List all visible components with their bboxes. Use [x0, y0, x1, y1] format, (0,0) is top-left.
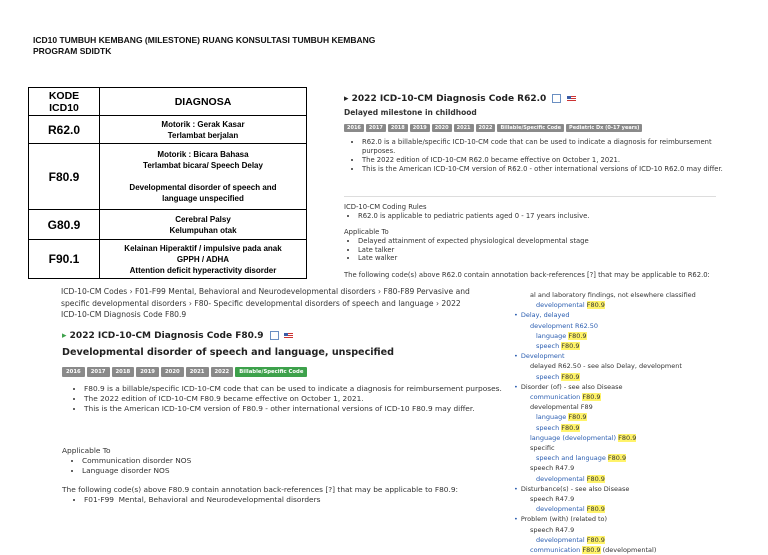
year-badge[interactable]: Billable/Specific Code	[497, 124, 564, 132]
code-highlight[interactable]: F80.9	[561, 342, 580, 351]
applicable-label: Applicable To	[344, 228, 389, 236]
index-entry[interactable]: development R62.50	[530, 321, 599, 330]
diagnosis-description	[100, 116, 307, 144]
f809-title-text: 2022 ICD-10-CM Diagnosis Code F80.9	[69, 331, 264, 341]
year-badge[interactable]: 2018	[388, 124, 408, 132]
r62-coding-rules	[344, 203, 714, 221]
diagnosis-table	[28, 87, 307, 279]
r62-badges	[344, 124, 642, 132]
applicable-list	[344, 237, 714, 263]
code-highlight[interactable]: F80.9	[586, 535, 605, 544]
year-badge[interactable]: 2017	[366, 124, 386, 132]
backref-item[interactable]: • F01-F99 Mental, Behavioral and Neurodevelopmental disorders	[84, 495, 320, 505]
description-line: Motorik : Gerak Kasar	[161, 119, 245, 129]
r62-backref: The following code(s) above R62.0 contain annotation back-references [?] that may be applicable to R62.0:	[344, 271, 710, 279]
diagnosis-code: F90.1	[29, 240, 100, 279]
applicable-list	[62, 456, 492, 476]
info-bullet: • This is the American ICD-10-CM version of F80.9 - other international versions of ICD-10 F80.9 may differ.	[84, 404, 504, 414]
document-title	[33, 35, 453, 57]
info-bullet: • F80.9 is a billable/specific ICD-10-CM code that can be used to indicate a diagnosis for reimbursement purposes.	[84, 384, 504, 394]
diagnosis-description	[100, 144, 307, 210]
applicable-item: • Delayed attainment of expected physiological developmental stage	[358, 237, 714, 246]
code-highlight[interactable]: F80.9	[561, 372, 580, 381]
r62-title-text: ▸ 2022 ICD-10-CM Diagnosis Code R62.0	[344, 94, 547, 104]
code-highlight[interactable]: F80.9	[607, 454, 627, 463]
info-bullet: • The 2022 edition of ICD-10-CM R62.0 became effective on October 1, 2021.	[362, 156, 732, 165]
code-highlight[interactable]: F80.9	[582, 393, 601, 402]
us-flag-icon	[284, 333, 293, 339]
code-highlight[interactable]: F80.9	[618, 433, 637, 442]
index-entry[interactable]: • Disturbance(s) - see also Disease	[514, 484, 764, 494]
year-badge[interactable]: 2016	[344, 124, 364, 132]
description-line: Attention deficit hyperactivity disorder	[129, 265, 277, 275]
info-bullet: • R62.0 is a billable/specific ICD-10-CM code that can be used to indicate a diagnosis for reimbursement purposes.	[362, 138, 732, 156]
index-tree	[514, 290, 764, 555]
index-entry[interactable]: • Disorder (of) - see also Disease	[514, 382, 764, 392]
code-highlight[interactable]: F80.9	[561, 423, 580, 432]
year-badge[interactable]: 2019	[410, 124, 430, 132]
year-badge[interactable]: 2021	[454, 124, 474, 132]
f809-bullets	[72, 384, 504, 414]
document-title-line1: ICD10 TUMBUH KEMBANG (MILESTONE) RUANG KONSULTASI TUMBUH KEMBANG	[33, 35, 376, 45]
description-line: Kelainan Hiperaktif / impulsive pada anak	[124, 243, 282, 253]
year-badge[interactable]: 2017	[87, 367, 110, 377]
code-highlight[interactable]: F80.9	[568, 413, 587, 422]
year-badge[interactable]: 2019	[136, 367, 159, 377]
index-entry[interactable]: communication F80.9 (developmental)	[530, 546, 657, 555]
f809-backref-list	[72, 495, 320, 505]
us-flag-icon	[567, 96, 576, 102]
r62-title	[344, 94, 576, 104]
r62-applicable	[344, 228, 714, 263]
index-entry[interactable]: delayed R62.50 - see also Delay, development	[530, 362, 682, 371]
r62-subtitle: Delayed milestone in childhood	[344, 108, 477, 117]
index-entry[interactable]: al and laboratory findings, not elsewhere classified	[530, 291, 696, 299]
code-highlight[interactable]: F80.9	[586, 505, 605, 514]
index-entry[interactable]: speech R47.9	[530, 495, 575, 504]
applicable-item: • Late walker	[358, 254, 714, 263]
applicable-item: • Communication disorder NOS	[82, 456, 492, 466]
info-bullet: • The 2022 edition of ICD-10-CM F80.9 became effective on October 1, 2021.	[84, 394, 504, 404]
applicable-label: Applicable To	[62, 446, 111, 455]
index-entry[interactable]: speech F80.9	[536, 372, 580, 381]
f809-backref: The following code(s) above F80.9 contain annotation back-references [?] that may be applicable to F80.9:	[62, 485, 459, 494]
description-line: Cerebral Palsy	[175, 214, 231, 224]
index-entry[interactable]: speech F80.9	[536, 423, 580, 432]
r62-bullets	[350, 138, 732, 174]
description-line: Terlambat berjalan	[167, 130, 239, 140]
f809-title	[62, 331, 293, 341]
description-line: language unspecified	[162, 194, 244, 203]
year-badge[interactable]: Pediatric Dx (0-17 years)	[566, 124, 642, 132]
expand-arrow-icon[interactable]: ▸	[62, 331, 67, 341]
breadcrumb-line2[interactable]: specific developmental disorders › F80- Specific developmental disorders of speech and language › 2022	[61, 298, 461, 308]
code-highlight[interactable]: F80.9	[586, 301, 605, 310]
index-entry[interactable]: • Problem (with) (related to)	[514, 514, 764, 524]
index-entry[interactable]: speech and language F80.9	[536, 454, 627, 463]
index-entry[interactable]: developmental F80.9	[536, 535, 605, 544]
breadcrumb-line1[interactable]: ICD-10-CM Codes › F01-F99 Mental, Behavioral and Neurodevelopmental disorders › F80-F89 Pervasive and	[61, 287, 470, 296]
description-line: Motorik : Bicara Bahasa	[157, 150, 249, 159]
year-badge[interactable]: 2020	[432, 124, 452, 132]
header-code: KODE ICD10	[29, 88, 100, 116]
applicable-item: • Late talker	[358, 246, 714, 255]
index-entry[interactable]: • Delay, delayed	[514, 310, 764, 320]
diagnosis-row	[29, 210, 307, 240]
index-entry[interactable]: communication F80.9	[530, 393, 601, 402]
index-entry[interactable]: developmental F80.9	[536, 505, 605, 514]
code-highlight[interactable]: F80.9	[568, 331, 587, 340]
coding-rules-label: ICD-10-CM Coding Rules	[344, 203, 427, 211]
f809-subtitle: Developmental disorder of speech and language, unspecified	[62, 347, 395, 358]
index-entry[interactable]: developmental F80.9	[536, 474, 605, 483]
code-highlight[interactable]: F80.9	[586, 474, 605, 483]
index-entry[interactable]: speech R47.9	[530, 464, 575, 473]
description-line: Terlambat bicara/ Speech Delay	[143, 161, 263, 170]
index-entry[interactable]: developmental F80.9	[536, 301, 605, 310]
year-badge[interactable]: 2022	[476, 124, 496, 132]
coding-rule: • R62.0 is applicable to pediatric patients aged 0 - 17 years inclusive.	[358, 212, 714, 221]
info-icon[interactable]	[552, 94, 561, 103]
diagnosis-code: G80.9	[29, 210, 100, 240]
index-entry[interactable]: language (developmental) F80.9	[530, 433, 637, 442]
diagnosis-code: R62.0	[29, 116, 100, 144]
f809-badges	[62, 367, 307, 377]
description-line	[100, 171, 306, 182]
header-diagnosis: DIAGNOSA	[100, 88, 307, 116]
index-entry[interactable]: language F80.9	[536, 331, 587, 340]
description-line: Developmental disorder of speech and	[129, 183, 277, 192]
index-entry[interactable]: • Development	[514, 351, 764, 361]
applicable-item: • Language disorder NOS	[82, 466, 492, 476]
index-entry[interactable]: specific	[530, 444, 555, 453]
diagnosis-row	[29, 144, 307, 210]
year-badge[interactable]: Billable/Specific Code	[235, 367, 307, 377]
year-badge[interactable]: 2021	[186, 367, 209, 377]
diagnosis-row	[29, 240, 307, 279]
diagnosis-description	[100, 210, 307, 240]
year-badge[interactable]: 2022	[211, 367, 234, 377]
index-entry[interactable]: speech R47.9	[530, 525, 575, 534]
diagnosis-description	[100, 240, 307, 279]
breadcrumb	[61, 286, 501, 321]
f809-applicable	[62, 446, 492, 476]
divider	[344, 196, 716, 197]
code-highlight[interactable]: F80.9	[582, 546, 601, 555]
index-entry[interactable]: speech F80.9	[536, 342, 580, 351]
index-entry[interactable]: language F80.9	[536, 413, 587, 422]
year-badge[interactable]: 2020	[161, 367, 184, 377]
description-line: Kelumpuhan otak	[169, 225, 237, 235]
description-line: GPPH / ADHA	[176, 254, 230, 264]
breadcrumb-line3: ICD-10-CM Diagnosis Code F80.9	[61, 310, 187, 319]
year-badge[interactable]: 2016	[62, 367, 85, 377]
year-badge[interactable]: 2018	[112, 367, 135, 377]
info-icon[interactable]	[270, 331, 279, 340]
diagnosis-row	[29, 116, 307, 144]
diagnosis-code: F80.9	[29, 144, 100, 210]
info-bullet: • This is the American ICD-10-CM version of R62.0 - other international versions of ICD-10 R62.0 may differ.	[362, 165, 732, 174]
document-title-line2: PROGRAM SDIDTK	[33, 46, 112, 56]
index-entry[interactable]: developmental F89	[530, 403, 593, 412]
